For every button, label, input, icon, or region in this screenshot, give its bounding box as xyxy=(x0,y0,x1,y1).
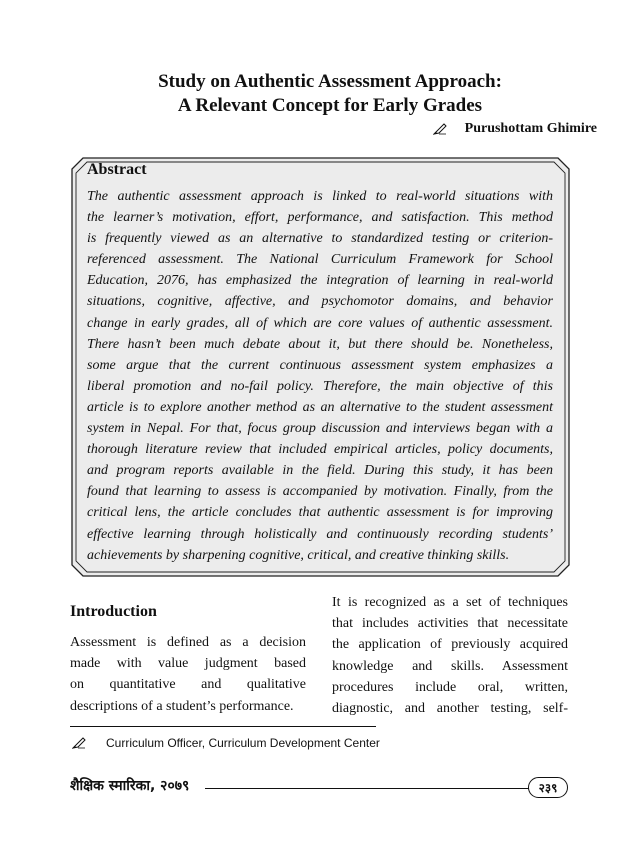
article-title xyxy=(40,70,620,118)
paragraph-line: diagnostic, and another testing, self- xyxy=(332,700,568,716)
introduction-right-column xyxy=(332,592,568,719)
title-line-1: Study on Authentic Assessment Approach: xyxy=(158,71,502,92)
abstract-line: the learner’s motivation, effort, performance, and satisfaction. This method xyxy=(87,210,553,226)
introduction-left-text xyxy=(70,632,306,717)
page-number: २३९ xyxy=(528,777,568,798)
paragraph-line: made with value judgment based xyxy=(70,656,306,672)
abstract-line: situations, cognitive, affective, and psychomotor domains, and behavior xyxy=(87,294,553,310)
footnote xyxy=(72,736,380,750)
abstract-line: liberal promotion and no-fail policy. Therefore, the main objective of this xyxy=(87,378,553,394)
abstract-line: article is to explore another method as an alternative to the student assessment xyxy=(87,399,553,415)
paragraph-line: It is recognized as a set of techniques xyxy=(332,595,568,610)
abstract-line: critical lens, the article concludes that authentic assessment is for improving xyxy=(87,505,553,521)
abstract-line: There hasn’t been much debate about it, but there should be. Nonetheless, xyxy=(87,336,553,352)
author-name: Purushottam Ghimire xyxy=(464,121,597,136)
paragraph-line: that includes activities that necessitate xyxy=(332,616,568,632)
abstract-line: system in Nepal. For that, focus group discussion and interviews began with a xyxy=(87,421,553,437)
author-byline xyxy=(433,121,597,137)
paragraph-line: knowledge and skills. Assessment xyxy=(332,658,568,674)
abstract-line: achievements by sharpening cognitive, critical, and creative thinking skills. xyxy=(87,547,510,563)
title-line-2: A Relevant Concept for Early Grades xyxy=(177,95,483,116)
paragraph-line: the application of previously acquired xyxy=(332,637,568,653)
introduction-right-text xyxy=(332,592,568,719)
abstract-line: effective learning through holistically and continuously recording students’ xyxy=(87,526,553,542)
footnote-divider xyxy=(70,726,376,727)
abstract-box xyxy=(71,157,570,577)
abstract-line: and program reports available in the field. During this study, it has been xyxy=(87,463,553,479)
introduction-heading: Introduction xyxy=(70,603,157,620)
paragraph-line: Assessment is defined as a decision xyxy=(70,635,306,650)
abstract-heading: Abstract xyxy=(87,161,147,178)
journal-name: शैक्षिक स्मारिका, २०७९ xyxy=(70,778,190,794)
abstract-line: thorough literature review that included empirical articles, policy documents, xyxy=(87,442,553,458)
paragraph-line: descriptions of a student’s performance. xyxy=(70,698,294,714)
pen-icon xyxy=(72,737,86,749)
footer-divider xyxy=(205,788,529,789)
abstract-line: is frequently viewed as an alternative to standardized testing or criterion- xyxy=(87,231,553,247)
paragraph-line: on quantitative and qualitative xyxy=(70,677,306,693)
abstract-line: found that learning to assess is accompanied by motivation. Finally, from the xyxy=(87,484,553,500)
abstract-line: Education, 2076, has emphasized the integration of learning in real-world xyxy=(87,273,553,289)
abstract-line: The authentic assessment approach is linked to real-world situations with xyxy=(87,189,553,204)
paragraph-line: procedures include oral, written, xyxy=(332,679,568,695)
abstract-line: referenced assessment. The National Curriculum Framework for School xyxy=(87,252,553,268)
abstract-line: change in early grades, all of which are core values of authentic assessment. xyxy=(87,315,553,331)
introduction-left-column xyxy=(70,603,306,717)
pen-icon xyxy=(433,123,447,135)
footnote-text: Curriculum Officer, Curriculum Development Center xyxy=(106,736,380,750)
abstract-text xyxy=(87,186,553,566)
abstract-line: some argue that the current continuous assessment system emphasizes a xyxy=(87,357,553,373)
